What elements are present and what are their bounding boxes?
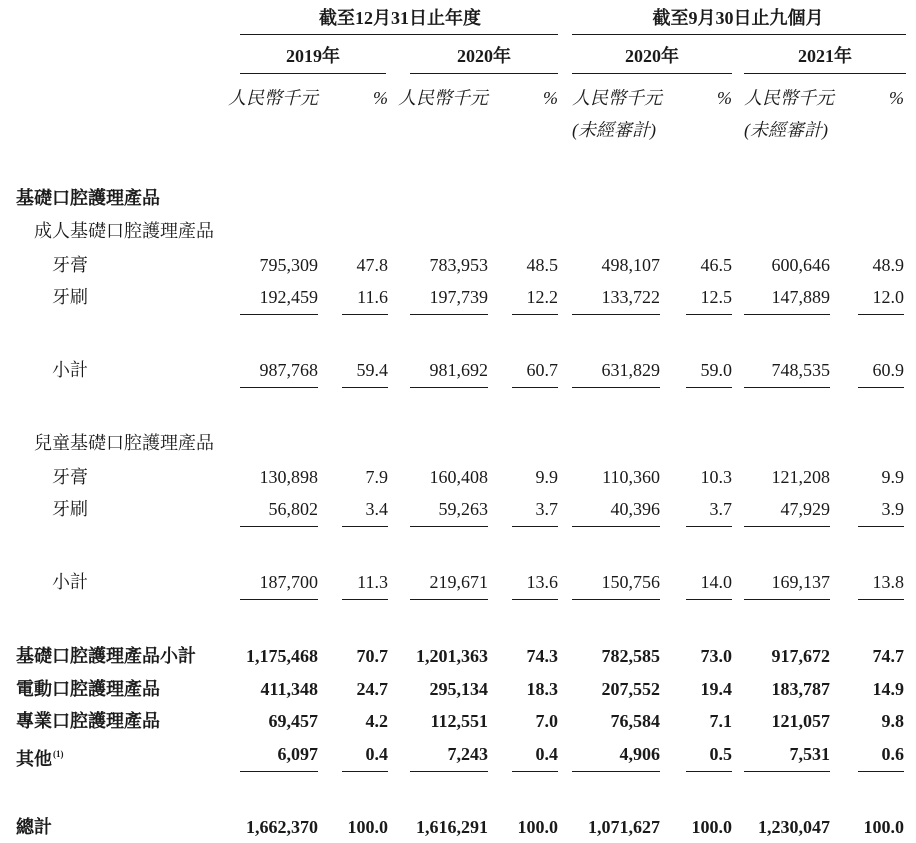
percent-cell: 4.2 — [365, 711, 388, 731]
amount-cell: 7,531 — [789, 744, 830, 764]
year-header: 2020年 — [625, 46, 679, 66]
percent-cell: 3.7 — [535, 499, 558, 519]
cell-underline — [686, 771, 732, 772]
unit-header: 人民幣千元 — [572, 88, 662, 108]
percent-cell: 59.0 — [700, 360, 732, 380]
unit-header: 人民幣千元 — [398, 88, 488, 108]
cell-underline — [744, 314, 830, 315]
cell-underline — [858, 387, 904, 388]
percent-cell: 24.7 — [356, 679, 388, 699]
percent-cell: 0.4 — [535, 744, 558, 764]
cell-underline — [572, 771, 660, 772]
amount-cell: 197,739 — [429, 287, 488, 307]
cell-underline — [686, 599, 732, 600]
cell-underline — [342, 771, 388, 772]
percent-cell: 9.9 — [881, 467, 904, 487]
amount-cell: 187,700 — [259, 572, 318, 592]
percent-cell: 7.9 — [365, 467, 388, 487]
amount-cell: 169,137 — [771, 572, 830, 592]
percent-cell: 14.0 — [700, 572, 732, 592]
percent-cell: 48.9 — [872, 255, 904, 275]
cell-underline — [512, 387, 558, 388]
year-underline — [572, 73, 732, 74]
percent-cell: 74.3 — [526, 646, 558, 666]
section-title-kids: 兒童基礎口腔護理產品 — [34, 433, 214, 453]
amount-cell: 47,929 — [780, 499, 830, 519]
percent-cell: 13.6 — [526, 572, 558, 592]
cell-underline — [410, 314, 488, 315]
cell-underline — [512, 526, 558, 527]
percent-cell: 13.8 — [872, 572, 904, 592]
amount-cell: 133,722 — [601, 287, 660, 307]
amount-cell: 1,230,047 — [758, 817, 830, 837]
amount-cell: 795,309 — [259, 255, 318, 275]
percent-cell: 47.8 — [356, 255, 388, 275]
pct-header: % — [717, 88, 732, 108]
row-label-professional: 專業口腔護理產品 — [16, 711, 160, 731]
percent-cell: 3.4 — [365, 499, 388, 519]
cell-underline — [512, 771, 558, 772]
amount-cell: 782,585 — [601, 646, 660, 666]
row-label-adult-toothbrush: 牙刷 — [52, 287, 88, 307]
year-header: 2019年 — [286, 46, 340, 66]
amount-cell: 121,057 — [771, 711, 830, 731]
amount-cell: 59,263 — [438, 499, 488, 519]
percent-cell: 73.0 — [700, 646, 732, 666]
percent-cell: 46.5 — [700, 255, 732, 275]
percent-cell: 7.1 — [709, 711, 732, 731]
amount-cell: 748,535 — [771, 360, 830, 380]
cell-underline — [410, 599, 488, 600]
amount-cell: 56,802 — [268, 499, 318, 519]
percent-cell: 0.6 — [881, 744, 904, 764]
cell-underline — [686, 314, 732, 315]
cell-underline — [572, 387, 660, 388]
cell-underline — [512, 599, 558, 600]
group-header-year-end: 截至12月31日止年度 — [319, 8, 481, 28]
percent-cell: 11.6 — [357, 287, 388, 307]
cell-underline — [342, 526, 388, 527]
group-underline — [240, 34, 558, 35]
row-label-others: 其他$^{(1)}$ — [16, 749, 64, 769]
cell-underline — [572, 526, 660, 527]
amount-cell: 981,692 — [429, 360, 488, 380]
cell-underline — [512, 314, 558, 315]
amount-cell: 631,829 — [601, 360, 660, 380]
amount-cell: 150,756 — [601, 572, 660, 592]
percent-cell: 60.9 — [872, 360, 904, 380]
percent-cell: 7.0 — [535, 711, 558, 731]
amount-cell: 600,646 — [771, 255, 830, 275]
cell-underline — [858, 771, 904, 772]
percent-cell: 11.3 — [357, 572, 388, 592]
year-underline — [744, 73, 906, 74]
row-label-kids-toothbrush: 牙刷 — [52, 499, 88, 519]
section-title-adult: 成人基礎口腔護理產品 — [34, 221, 214, 241]
amount-cell: 1,616,291 — [416, 817, 488, 837]
amount-cell: 76,584 — [610, 711, 660, 731]
amount-cell: 192,459 — [259, 287, 318, 307]
percent-cell: 100.0 — [347, 817, 388, 837]
cell-underline — [858, 314, 904, 315]
percent-cell: 12.0 — [872, 287, 904, 307]
cell-underline — [240, 526, 318, 527]
percent-cell: 9.8 — [881, 711, 904, 731]
cell-underline — [342, 387, 388, 388]
amount-cell: 219,671 — [429, 572, 488, 592]
percent-cell: 0.5 — [709, 744, 732, 764]
amount-cell: 1,071,627 — [588, 817, 660, 837]
cell-underline — [858, 526, 904, 527]
amount-cell: 160,408 — [429, 467, 488, 487]
percent-cell: 9.9 — [535, 467, 558, 487]
cell-underline — [410, 771, 488, 772]
year-header: 2021年 — [798, 46, 852, 66]
percent-cell: 0.4 — [365, 744, 388, 764]
amount-cell: 987,768 — [259, 360, 318, 380]
group-underline — [572, 34, 906, 35]
cell-underline — [342, 314, 388, 315]
cell-underline — [744, 771, 830, 772]
percent-cell: 100.0 — [517, 817, 558, 837]
cell-underline — [240, 387, 318, 388]
cell-underline — [686, 526, 732, 527]
cell-underline — [744, 599, 830, 600]
cell-underline — [744, 387, 830, 388]
row-label-basic-subtotal: 基礎口腔護理產品小計 — [16, 646, 196, 666]
percent-cell: 59.4 — [356, 360, 388, 380]
amount-cell: 112,551 — [430, 711, 488, 731]
amount-cell: 130,898 — [259, 467, 318, 487]
year-underline — [410, 73, 558, 74]
percent-cell: 3.7 — [709, 499, 732, 519]
amount-cell: 40,396 — [610, 499, 660, 519]
amount-cell: 207,552 — [601, 679, 660, 699]
cell-underline — [410, 526, 488, 527]
amount-cell: 69,457 — [268, 711, 318, 731]
row-label-electric: 電動口腔護理產品 — [16, 679, 160, 699]
amount-cell: 498,107 — [601, 255, 660, 275]
percent-cell: 14.9 — [872, 679, 904, 699]
percent-cell: 74.7 — [872, 646, 904, 666]
unit-header: 人民幣千元 — [228, 88, 318, 108]
amount-cell: 1,662,370 — [246, 817, 318, 837]
pct-header: % — [373, 88, 388, 108]
row-label-kids-subtotal: 小計 — [52, 572, 88, 592]
amount-cell: 7,243 — [447, 744, 488, 764]
percent-cell: 100.0 — [863, 817, 904, 837]
amount-cell: 121,208 — [771, 467, 830, 487]
cell-underline — [410, 387, 488, 388]
cell-underline — [858, 599, 904, 600]
percent-cell: 48.5 — [526, 255, 558, 275]
percent-cell: 10.3 — [700, 467, 732, 487]
amount-cell: 1,201,363 — [416, 646, 488, 666]
row-label-adult-toothpaste: 牙膏 — [52, 255, 88, 275]
amount-cell: 147,889 — [771, 287, 830, 307]
group-header-nine-months: 截至9月30日止九個月 — [652, 8, 824, 28]
cell-underline — [342, 599, 388, 600]
cell-underline — [686, 387, 732, 388]
year-underline — [240, 73, 386, 74]
percent-cell: 70.7 — [356, 646, 388, 666]
amount-cell: 4,906 — [619, 744, 660, 764]
row-label-adult-subtotal: 小計 — [52, 360, 88, 380]
row-label-kids-toothpaste: 牙膏 — [52, 467, 88, 487]
unaudited-note: (未經審計) — [744, 120, 828, 140]
percent-cell: 12.5 — [700, 287, 732, 307]
percent-cell: 19.4 — [700, 679, 732, 699]
unit-header: 人民幣千元 — [744, 88, 834, 108]
percent-cell: 18.3 — [526, 679, 558, 699]
percent-cell: 100.0 — [691, 817, 732, 837]
amount-cell: 783,953 — [429, 255, 488, 275]
cell-underline — [572, 314, 660, 315]
cell-underline — [240, 771, 318, 772]
pct-header: % — [889, 88, 904, 108]
cell-underline — [572, 599, 660, 600]
footnote-marker: (1) — [53, 749, 64, 759]
cell-underline — [744, 526, 830, 527]
amount-cell: 1,175,468 — [246, 646, 318, 666]
percent-cell: 12.2 — [526, 287, 558, 307]
year-header: 2020年 — [457, 46, 511, 66]
percent-cell: 3.9 — [881, 499, 904, 519]
pct-header: % — [543, 88, 558, 108]
amount-cell: 917,672 — [771, 646, 830, 666]
section-title-basic: 基礎口腔護理產品 — [16, 188, 160, 208]
amount-cell: 295,134 — [429, 679, 488, 699]
amount-cell: 6,097 — [277, 744, 318, 764]
amount-cell: 110,360 — [602, 467, 660, 487]
amount-cell: 183,787 — [771, 679, 830, 699]
unaudited-note: (未經審計) — [572, 120, 656, 140]
amount-cell: 411,348 — [260, 679, 318, 699]
cell-underline — [240, 599, 318, 600]
row-label-total: 總計 — [16, 817, 52, 837]
cell-underline — [240, 314, 318, 315]
percent-cell: 60.7 — [526, 360, 558, 380]
